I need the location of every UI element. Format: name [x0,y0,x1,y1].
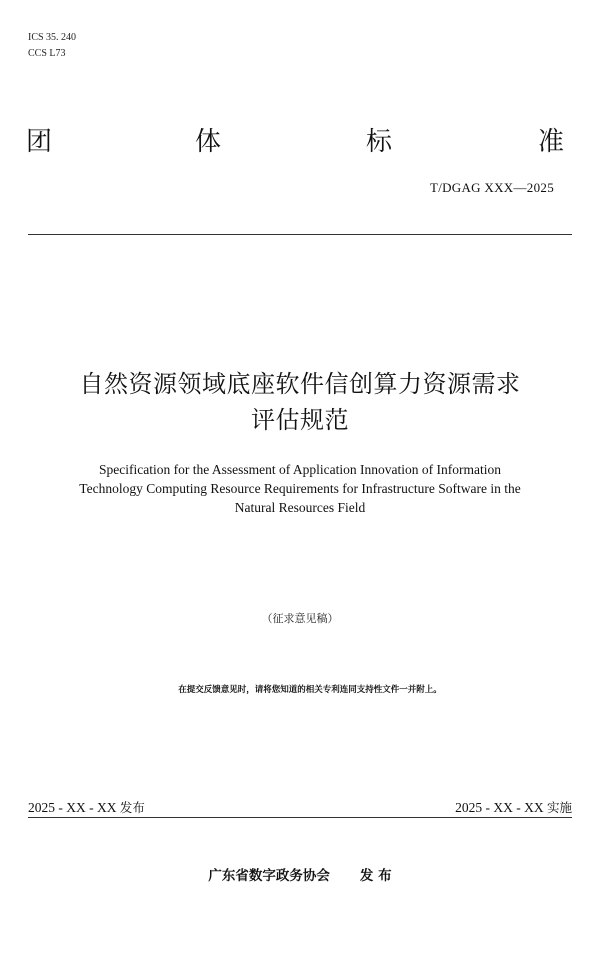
standard-type-char-2: 体 [195,127,222,157]
title-english-line-1: Specification for the Assessment of Application Innovation of Information [99,462,501,477]
ccs-code: CCS L73 [28,48,66,59]
bottom-divider [28,817,572,818]
implementation-date-value: 2025 - XX - XX [455,800,544,815]
implementation-date-suffix: 实施 [546,800,572,815]
publisher-name: 广东省数字政务协会 [208,868,330,884]
publisher-action: 发 布 [359,868,392,884]
title-english-line-3: Natural Resources Field [234,500,366,515]
title-chinese-line-2: 评估规范 [251,406,349,434]
top-divider [28,234,572,235]
issue-date-value: 2025 - XX - XX [28,800,117,815]
issue-date-suffix: 发布 [119,800,145,815]
standard-type-char-1: 团 [26,127,53,157]
title-english-line-2: Technology Computing Resource Requirements for Infrastructure Software in the [79,481,521,496]
publisher [0,864,600,884]
patent-notice: 在提交反馈意见时，请将您知道的相关专利连同支持性文件一并附上。 [178,685,442,695]
draft-label: （征求意见稿） [261,612,339,625]
implementation-date [455,798,572,816]
standard-type-char-4: 准 [538,127,565,157]
title-chinese-line-1: 自然资源领域底座软件信创算力资源需求 [79,370,521,398]
issue-date [28,798,145,816]
title-english [40,460,560,517]
standard-number: T/DGAG XXX—2025 [429,180,554,195]
standard-type-char-3: 标 [366,127,393,157]
ics-code: ICS 35. 240 [28,32,77,43]
